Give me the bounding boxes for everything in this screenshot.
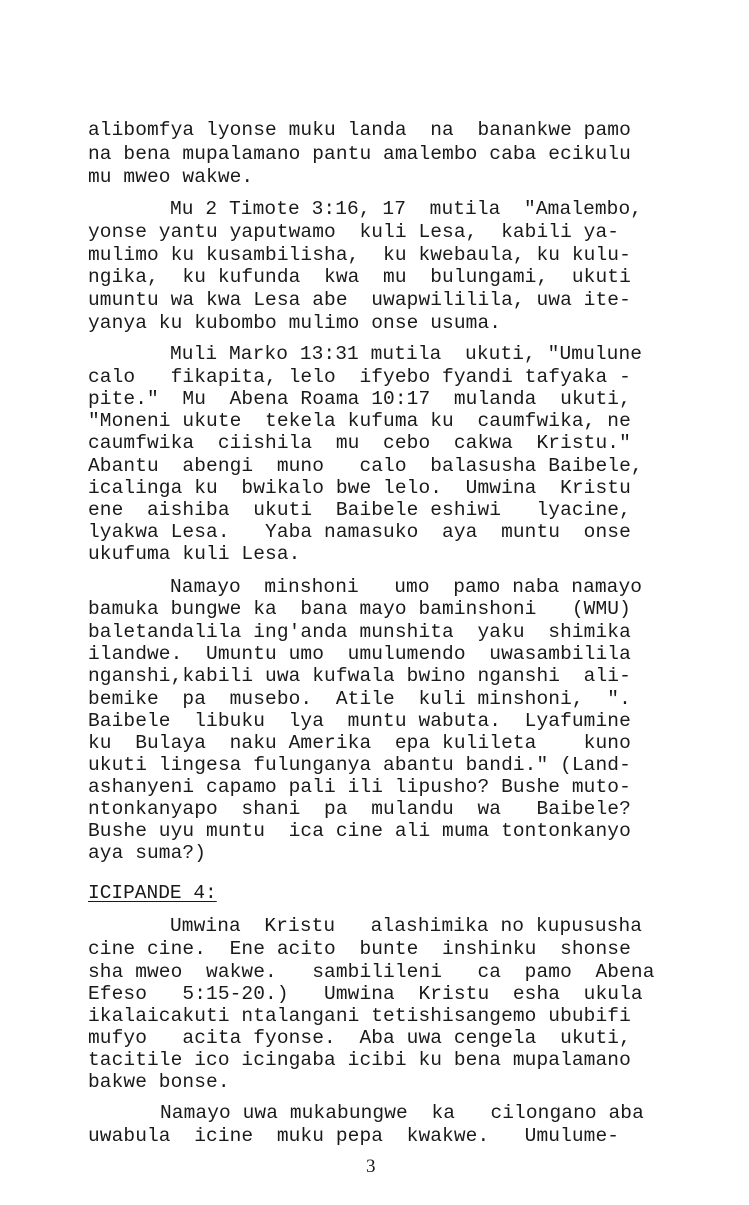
section-heading: ICIPANDE 4: bbox=[88, 882, 217, 904]
text-line: Muli Marko 13:31 mutila ukuti, "Umulune bbox=[170, 343, 643, 365]
text-line: cine cine. Ene acito bunte inshinku shonse bbox=[88, 938, 631, 960]
text-line: bakwe bonse. bbox=[88, 1071, 230, 1093]
text-line: na bena mupalamano pantu amalembo caba ecikulu bbox=[88, 143, 631, 165]
text-line: Baibele libuku lya muntu wabuta. Lyafumine bbox=[88, 710, 631, 732]
text-line: Umwina Kristu alashimika no kupususha bbox=[170, 915, 643, 937]
text-line: ku Bulaya naku Amerika epa kulileta kuno bbox=[88, 732, 631, 754]
text-line: Efeso 5:15-20.) Umwina Kristu esha ukula bbox=[88, 983, 643, 1005]
text-line: ikalaicakuti ntalangani tetishisangemo ububifi bbox=[88, 1005, 631, 1027]
text-line: bamuka bungwe ka bana mayo baminshoni (WMU) bbox=[88, 598, 631, 620]
text-line: ashanyeni capamo pali ili lipusho? Bushe muto- bbox=[88, 776, 631, 798]
text-line: "Moneni ukute tekela kufuma ku caumfwika, ne bbox=[88, 410, 631, 432]
text-line: mulimo ku kusambilisha, ku kwebaula, ku kulu- bbox=[88, 244, 631, 266]
text-line: ukuti lingesa fulunganya abantu bandi." (Land- bbox=[88, 754, 631, 776]
text-line: ilandwe. Umuntu umo umulumendo uwasambilila bbox=[88, 643, 631, 665]
text-line: ene aishiba ukuti Baibele eshiwi lyacine, bbox=[88, 499, 631, 521]
text-line: pite." Mu Abena Roama 10:17 mulanda ukuti, bbox=[88, 388, 631, 410]
text-line: Bushe uyu muntu ica cine ali muma tontonkanyo bbox=[88, 820, 631, 842]
text-line: aya suma?) bbox=[88, 842, 207, 864]
text-line: lyakwa Lesa. Yaba namasuko aya muntu onse bbox=[88, 521, 631, 543]
text-line: Mu 2 Timote 3:16, 17 mutila "Amalembo, bbox=[170, 198, 643, 220]
text-line: baletandalila ing'anda munshita yaku shimika bbox=[88, 621, 631, 643]
text-line: icalinga ku bwikalo bwe lelo. Umwina Kristu bbox=[88, 477, 631, 499]
text-line: nganshi,kabili uwa kufwala bwino nganshi ali- bbox=[88, 665, 631, 687]
text-line: mu mweo wakwe. bbox=[88, 166, 254, 188]
text-line: Abantu abengi muno calo balasusha Baibele, bbox=[88, 455, 643, 477]
text-line: Namayo minshoni umo pamo naba namayo bbox=[170, 576, 643, 598]
text-line: alibomfya lyonse muku landa na banankwe pamo bbox=[88, 119, 631, 141]
text-line: Namayo uwa mukabungwe ka cilongano aba bbox=[160, 1102, 644, 1124]
page-number: 3 bbox=[366, 1156, 376, 1177]
text-line: tacitile ico icingaba icibi ku bena mupalamano bbox=[88, 1049, 631, 1071]
text-line: yonse yantu yaputwamo kuli Lesa, kabili ya- bbox=[88, 221, 620, 243]
text-line: calo fikapita, lelo ifyebo fyandi tafyaka - bbox=[88, 366, 631, 388]
text-line: uwabula icine muku pepa kwakwe. Umulume- bbox=[88, 1125, 620, 1147]
text-line: mufyo acita fyonse. Aba uwa cengela ukuti, bbox=[88, 1027, 631, 1049]
text-line: ngika, ku kufunda kwa mu bulungami, ukuti bbox=[88, 266, 631, 288]
text-line: caumfwika ciishila mu cebo cakwa Kristu." bbox=[88, 432, 631, 454]
text-line: yanya ku kubombo mulimo onse usuma. bbox=[88, 312, 502, 334]
text-line: sha mweo wakwe. sambilileni ca pamo Abena bbox=[88, 961, 655, 983]
text-line: ntonkanyapo shani pa mulandu wa Baibele? bbox=[88, 798, 631, 820]
text-line: umuntu wa kwa Lesa abe uwapwililila, uwa ite- bbox=[88, 289, 631, 311]
text-line: ukufuma kuli Lesa. bbox=[88, 543, 301, 565]
text-line: bemike pa musebo. Atile kuli minshoni, ". bbox=[88, 688, 631, 710]
